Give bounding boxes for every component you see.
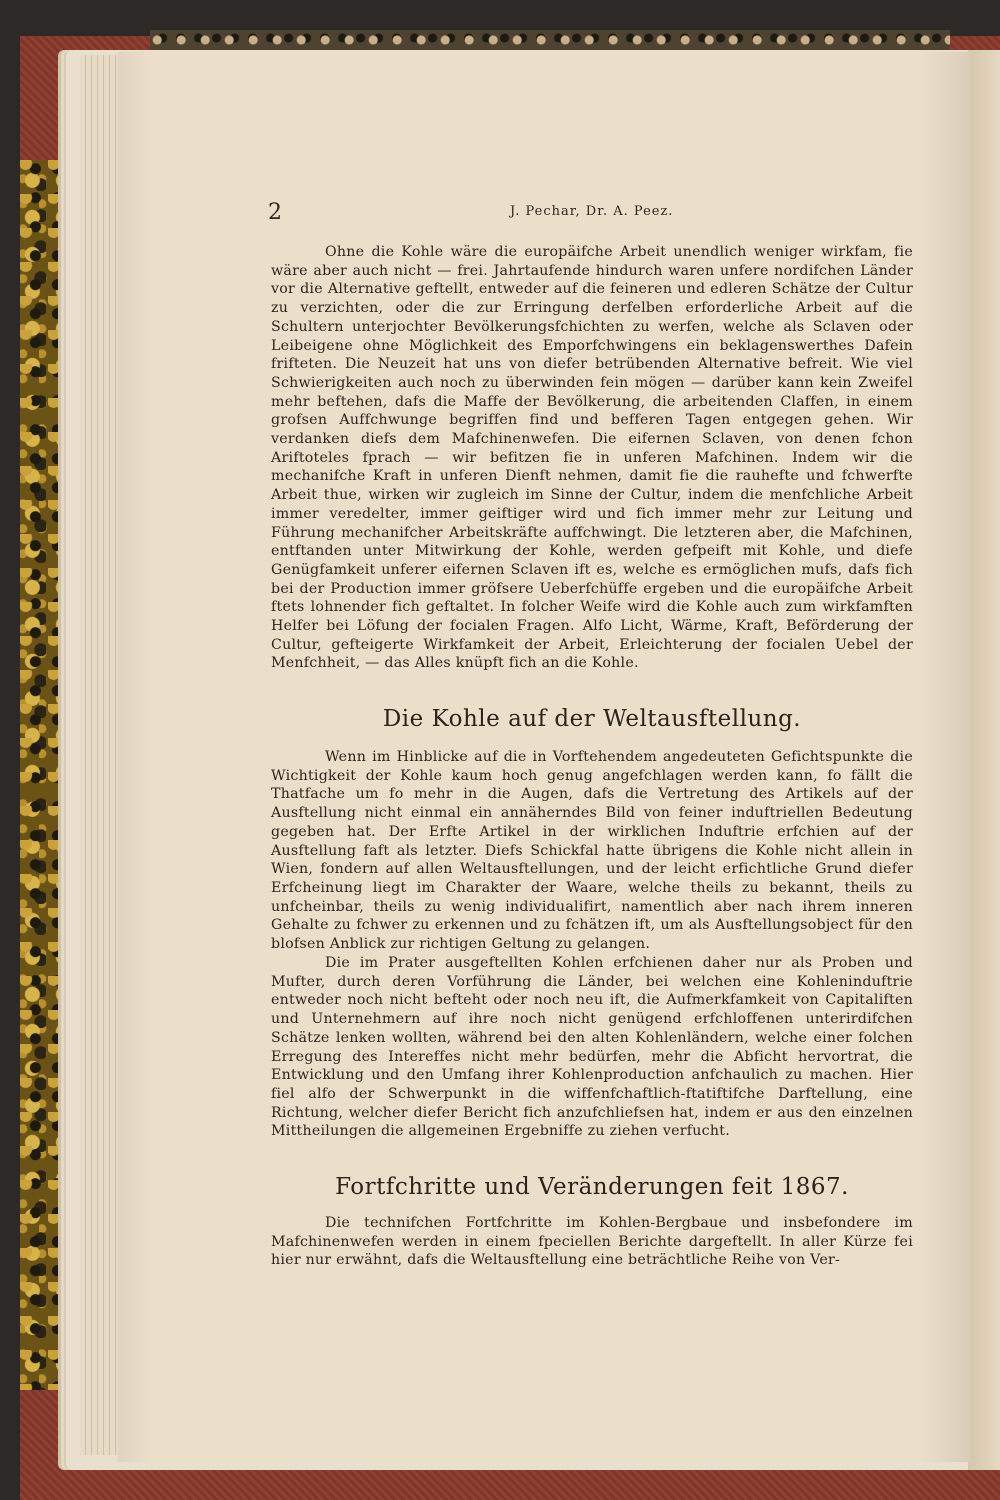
paragraph-3 [271, 954, 913, 1141]
page-number: 2 [268, 200, 282, 225]
paragraph-4-text: Die technifchen Fortfchritte im Kohlen-Bergbaue und insbefondere im Mafchinenwefen werden in einem fpeciellen Berichte dargeftellt. In aller Kürze fei hier nur erwähnt, dafs die Weltausftellung eine beträchtliche Reihe von Ver- [271, 1215, 913, 1269]
running-head: J. Pechar, Dr. A. Peez. [510, 204, 674, 219]
paragraph-1-text: Ohne die Kohle wäre die europäifche Arbeit unendlich weniger wirkfam, fie wäre aber auch nicht — frei. Jahrtaufende hindurch waren unfere nordifchen Länder vor die Alternative geftellt, entweder auf die feineren und edleren Schätze der Cultur zu verzichten, oder die zur Erringung derfelben erforderliche Arbeit auf die Schultern unterjochter Bevölkerungsfchichten zu werfen, welche als Sclaven oder Leibeigene ohne Möglichkeit des Emporfchwingens ein beklagenswerthes Dafein frifteten. Die Neuzeit hat uns von diefer betrübenden Alternative befreit. Wie viel Schwierigkeiten auch noch zu überwinden fein mögen — darüber kann kein Zweifel mehr beftehen, dafs die Maffe der Bevölkerung, die arbeitenden Claffen, in einem grofsen Auffchwunge begriffen find und befferen Tagen entgegen gehen. Wir verdanken diefs dem Mafchinenwefen. Die eifernen Sclaven, von denen fchon Ariftoteles fprach — wir befitzen fie in unferen Mafchinen. Indem wir die mechanifche Kraft in unferen Dienft nehmen, damit fie die rauhefte und fchwerfte Arbeit thue, wirken wir zugleich im Sinne der Cultur, indem die menfchliche Arbeit immer veredelter, immer geiftiger wird und fich immer mehr zur Leitung und Führung mechanifcher Arbeitskräfte auffchwingt. Die letzteren aber, die Mafchinen, entftanden unter Mitwirkung der Kohle, werden gefpeift mit Kohle, und diefe Genügfamkeit unferer eifernen Sclaven ift es, welche es ermöglichen mufs, dafs fich bei der Production immer gröfsere Ueberfchüffe ergeben und die europäifche Arbeit ftets lohnender fich geftaltet. In folcher Weife wird die Kohle auch zum wirkfamften Helfer bei Löfung der focialen Fragen. Alfo Licht, Wärme, Kraft, Beförderung der Cultur, gefteigerte Wirkfamkeit der Arbeit, Erleichterung der focialen Uebel der Menfchheit, — das Alles knüpft fich an die Kohle. [271, 244, 913, 672]
marbled-page-edge [20, 160, 70, 1390]
page-stack-edges [80, 55, 118, 1455]
paragraph-2 [271, 748, 913, 954]
section-heading-fortschritte: Fortfchritte und Veränderungen feit 1867. [335, 1174, 849, 1200]
paragraph-4 [271, 1214, 913, 1270]
top-edge-marbling [150, 30, 950, 50]
page-header [268, 200, 918, 224]
paragraph-1 [271, 243, 913, 673]
section-heading-weltausstellung: Die Kohle auf der Weltausftellung. [382, 706, 802, 732]
paragraph-2-text: Wenn im Hinblicke auf die in Vorftehendem angedeuteten Gefichtspunkte die Wichtigkeit der Kohle kaum hoch genug angefchlagen werden kann, fo fällt die Thatfache um fo mehr in die Augen, dafs die Vertretung des Artikels auf der Ausftellung nicht einmal ein annäherndes Bild von feiner induftriellen Bedeutung gegeben hat. Der Erfte Artikel in der wirklichen Induftrie erfchien auf der Ausftellung faft als letzter. Diefs Schickfal hatte übrigens die Kohle nicht allein in Wien, fondern auf allen Weltausftellungen, und der leicht erfichtliche Grund diefer Erfcheinung liegt im Charakter der Waare, welche theils zu bekannt, theils zu unfcheinbar, theils zu wenig individualifirt, namentlich aber nach ihrem inneren Gehalte zu fchwer zu erkennen und zu fchätzen ift, um als Ausftellungsobject für den blofsen Anblick zur richtigen Geltung zu gelangen. [271, 749, 913, 953]
paragraph-3-text: Die im Prater ausgeftellten Kohlen erfchienen daher nur als Proben und Mufter, durch deren Vorführung die Länder, bei welchen eine Kohleninduftrie entweder noch nicht befteht oder noch neu ift, die Aufmerkfamkeit von Capitaliften und Unternehmern auf ihre noch nicht genügend erfchloffenen unterirdifchen Schätze lenken wollten, während bei den alten Kohlenländern, welche einer folchen Erregung des Intereffes nicht mehr bedürfen, mehr die Abficht hervortrat, die Entwicklung und den Umfang ihrer Kohlenproduction anfchaulich zu machen. Hier fiel alfo der Schwerpunkt in die wiffenfchaftlich-ftatiftifche Darftellung, eine Richtung, welcher diefer Bericht fich anzufchliefsen hat, indem er aus den einzelnen Mittheilungen die allgemeinen Ergebniffe zu ziehen verfucht. [271, 955, 913, 1140]
book-gutter [968, 50, 1000, 1470]
